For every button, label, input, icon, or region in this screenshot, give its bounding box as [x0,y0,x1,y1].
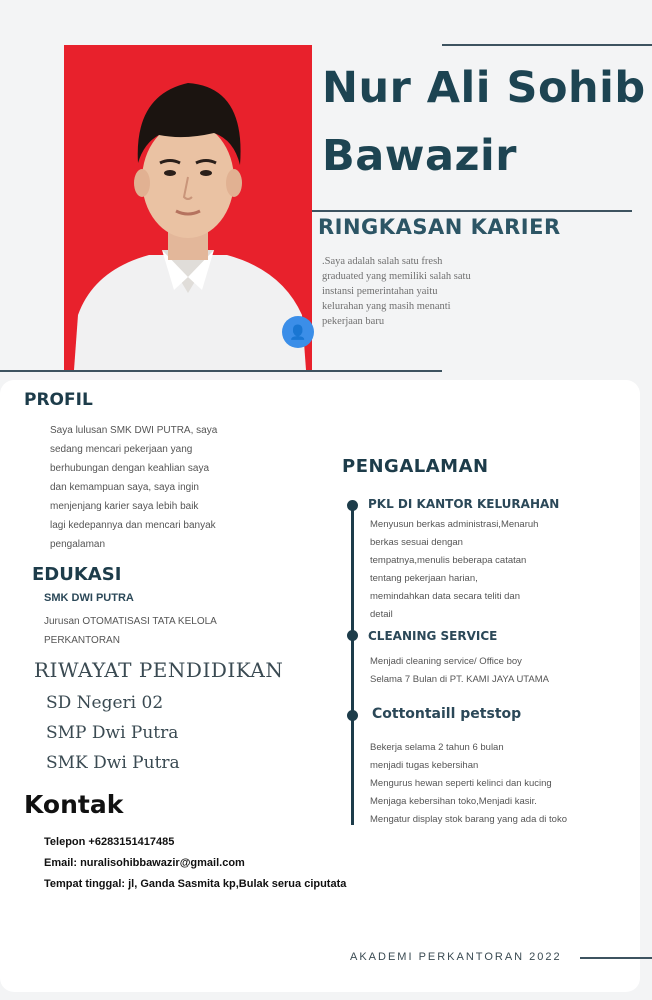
job-text-petstop [370,739,630,829]
top-divider [442,44,652,46]
ringkasan-line: instansi pemerintahan yaitu [322,286,438,297]
timeline-dot [347,710,358,721]
profil-line: menjenjang karier saya lebih baik [50,501,199,512]
full-name [322,54,652,190]
job-line: memindahkan data secara teliti dan [370,591,520,602]
pengalaman-title: PENGALAMAN [342,456,489,477]
job-line: tentang pekerjaan harian, [370,573,478,584]
ringkasan-line: pekerjaan baru [322,316,385,327]
kontak-telepon: Telepon +6283151417485 [44,836,175,848]
riwayat-title: RIWAYAT PENDIDIKAN [34,658,284,682]
kontak-email: Email: nuralisohibbawazir@gmail.com [44,857,245,869]
edukasi-major-line: Jurusan OTOMATISASI TATA KELOLA [44,616,217,627]
job-line: Menjadi cleaning service/ Office boy [370,656,522,667]
edukasi-major [44,612,284,650]
job-line: Selama 7 Bulan di PT. KAMI JAYA UTAMA [370,674,549,685]
job-line: Mengurus hewan seperti kelinci dan kucing [370,778,552,789]
profil-line: Saya lulusan SMK DWI PUTRA, saya [50,425,218,436]
timeline-line [351,505,354,825]
ringkasan-line: .Saya adalah salah satu fresh [322,256,443,267]
profil-line: sedang mencari pekerjaan yang [50,444,193,455]
name-line-2: Bawazir [322,131,518,181]
riwayat-item: SMP Dwi Putra [46,723,179,743]
job-line: Menjaga kebersihan toko,Menjadi kasir. [370,796,537,807]
riwayat-list [46,688,180,778]
job-title-petstop: Cottontaill petstop [372,706,522,722]
footer-text: AKADEMI PERKANTORAN 2022 [350,951,562,963]
job-line: tempatnya,menulis beberapa catatan [370,555,527,566]
profil-text [50,421,285,554]
profil-title: PROFIL [24,390,93,410]
job-line: Menyusun berkas administrasi,Menaruh [370,519,539,530]
kontak-list [44,832,346,895]
ringkasan-line: graduated yang memiliki salah satu [322,271,471,282]
kontak-alamat: Tempat tinggal: jl, Ganda Sasmita kp,Bulak serua ciputata [44,878,347,890]
profile-photo [64,45,312,370]
job-line: berkas sesuai dengan [370,537,463,548]
edukasi-title: EDUKASI [32,564,122,585]
edukasi-school: SMK DWI PUTRA [44,592,134,604]
ringkasan-divider [312,210,632,212]
footer-divider [580,957,652,959]
job-line: Bekerja selama 2 tahun 6 bulan [370,742,504,753]
job-title-pkl: PKL DI KANTOR KELURAHAN [368,497,560,511]
timeline-dot [347,500,358,511]
timeline-dot [347,630,358,641]
profil-line: pengalaman [50,539,106,550]
job-line: Mengatur display stok barang yang ada di toko [370,814,567,825]
job-text-cleaning [370,653,630,689]
profil-line: berhubungan dengan keahlian saya [50,463,210,474]
profil-line: lagi kedepannya dan mencari banyak [50,520,216,531]
job-line: detail [370,609,393,620]
profile-divider [0,370,442,372]
job-line: menjadi tugas kebersihan [370,760,479,771]
edukasi-major-line: PERKANTORAN [44,635,120,646]
job-title-cleaning: CLEANING SERVICE [368,629,498,643]
job-text-pkl [370,516,630,624]
riwayat-item: SD Negeri 02 [46,693,164,713]
ringkasan-text [322,254,552,329]
ringkasan-line: kelurahan yang masih menanti [322,301,451,312]
kontak-title: Kontak [24,790,124,819]
riwayat-item: SMK Dwi Putra [46,753,180,773]
name-line-1: Nur Ali Sohib [322,63,646,113]
ringkasan-title: RINGKASAN KARIER [318,215,561,239]
profil-line: dan kemampuan saya, saya ingin [50,482,199,493]
user-edit-icon[interactable]: 👤 [282,316,314,348]
